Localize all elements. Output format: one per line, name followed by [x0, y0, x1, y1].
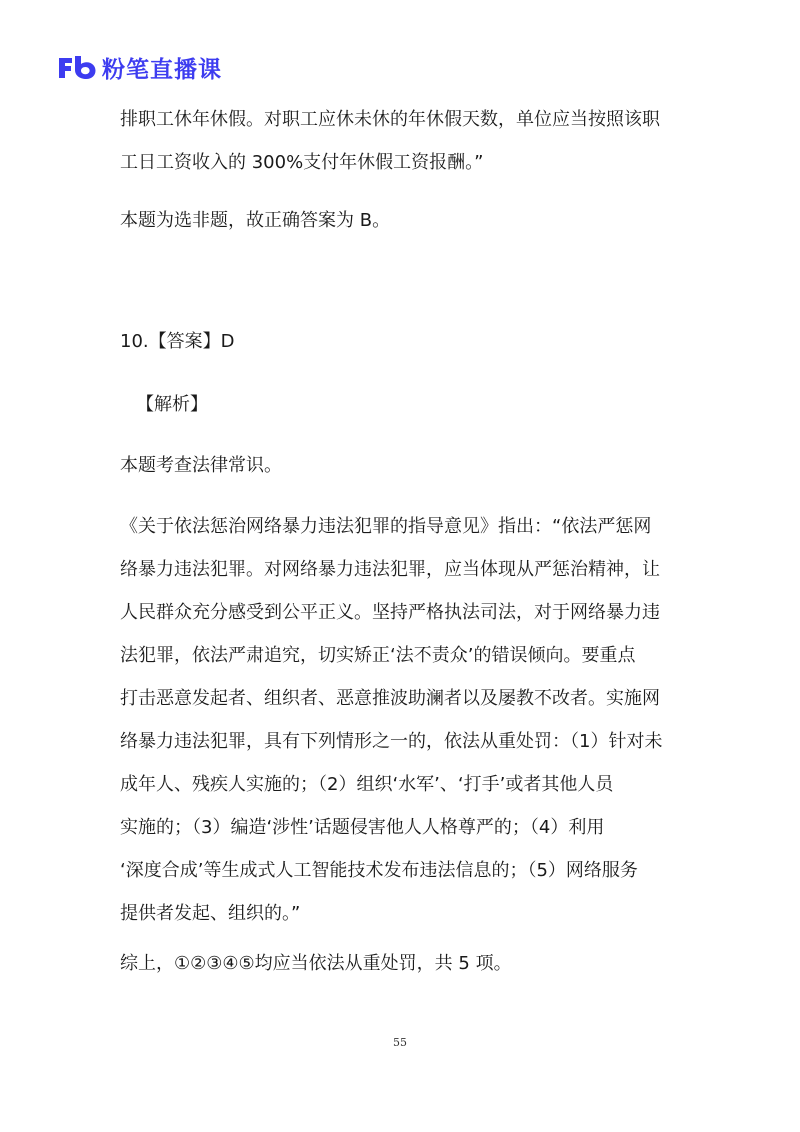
quote-line: 打击恶意发起者、组织者、恶意推波助澜者以及屡教不改者。实施网 — [120, 688, 660, 709]
quote-line: 提供者发起、组织的。” — [120, 903, 301, 924]
conclusion-section — [120, 199, 690, 242]
analysis-section — [136, 383, 706, 426]
paragraph-line: 排职工休年休假。对职工应休未休的年休假天数，单位应当按照该职 — [120, 109, 660, 130]
top-section — [120, 98, 690, 184]
fenbi-logo-icon — [56, 53, 98, 81]
quote-paragraph — [120, 505, 690, 935]
quote-line: 实施的；（3）编造‘涉性’话题侵害他人人格尊严的；（4）利用 — [120, 817, 605, 838]
answer-section — [120, 320, 690, 363]
quote-line: 法犯罪，依法严肃追究，切实矫正‘法不责众’的错误倾向。要重点 — [120, 645, 636, 666]
logo-text: 粉笔直播课 — [102, 56, 222, 83]
paragraph-line: 工日工资收入的 300%支付年休假工资报酬。” — [120, 152, 484, 173]
quote-line: 人民群众充分感受到公平正义。坚持严格执法司法，对于网络暴力违 — [120, 602, 660, 623]
summary-section — [120, 942, 690, 985]
intro-text: 本题考查法律常识。 — [120, 455, 282, 476]
quote-line: 成年人、残疾人实施的；（2）组织‘水军’、‘打手’或者其他人员 — [120, 774, 614, 795]
analysis-label: 【解析】 — [136, 394, 208, 415]
answer-line: 10.【答案】D — [120, 331, 235, 352]
summary-text: 综上，①②③④⑤均应当依法从重处罚，共 5 项。 — [120, 953, 512, 974]
intro-section — [120, 444, 690, 487]
conclusion-text: 本题为选非题，故正确答案为 B。 — [120, 210, 391, 231]
page-number: 55 — [393, 1036, 407, 1049]
header-logo — [56, 52, 222, 82]
quote-line: ‘深度合成’等生成式人工智能技术发布违法信息的；（5）网络服务 — [120, 860, 638, 881]
quote-line: 络暴力违法犯罪。对网络暴力违法犯罪，应当体现从严惩治精神，让 — [120, 559, 660, 580]
quote-line: 络暴力违法犯罪，具有下列情形之一的，依法从重处罚：（1）针对未 — [120, 731, 663, 752]
quote-line: 《关于依法惩治网络暴力违法犯罪的指导意见》指出：“依法严惩网 — [120, 516, 652, 537]
